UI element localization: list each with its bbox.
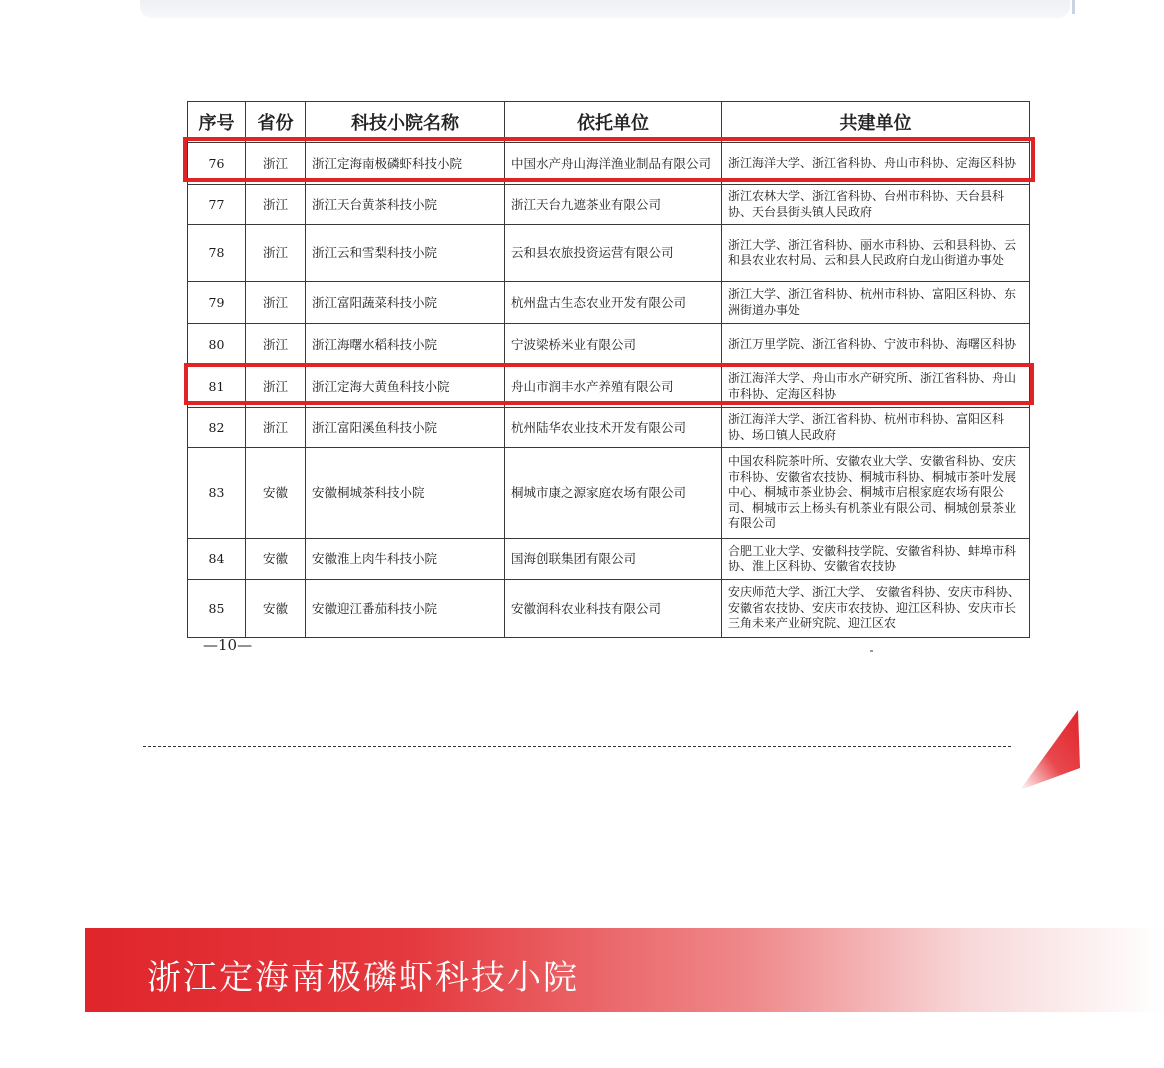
table-row bbox=[188, 185, 1030, 225]
cell-serial-number: 82 bbox=[188, 408, 246, 448]
cell-host-unit: 杭州盘古生态农业开发有限公司 bbox=[505, 282, 722, 324]
cell-courtyard-name: 安徽迎江番茄科技小院 bbox=[306, 580, 505, 638]
cell-courtyard-name: 浙江定海大黄鱼科技小院 bbox=[306, 366, 505, 408]
scan-speck bbox=[870, 650, 873, 652]
cell-serial-number: 81 bbox=[188, 366, 246, 408]
table-row bbox=[188, 448, 1030, 539]
cell-serial-number: 77 bbox=[188, 185, 246, 225]
cell-courtyard-name: 浙江云和雪梨科技小院 bbox=[306, 225, 505, 282]
cell-province: 浙江 bbox=[246, 408, 306, 448]
table-row bbox=[188, 282, 1030, 324]
cell-partner-units: 浙江万里学院、浙江省科协、宁波市科协、海曙区科协 bbox=[722, 324, 1030, 366]
cell-host-unit: 桐城市康之源家庭农场有限公司 bbox=[505, 448, 722, 539]
cell-courtyard-name: 安徽淮上肉牛科技小院 bbox=[306, 539, 505, 580]
cell-host-unit: 安徽润科农业科技有限公司 bbox=[505, 580, 722, 638]
cell-partner-units: 合肥工业大学、安徽科技学院、安徽省科协、蚌埠市科协、淮上区科协、安徽省农技协 bbox=[722, 539, 1030, 580]
cell-serial-number: 79 bbox=[188, 282, 246, 324]
cell-serial-number: 78 bbox=[188, 225, 246, 282]
cell-courtyard-name: 浙江富阳溪鱼科技小院 bbox=[306, 408, 505, 448]
cell-serial-number: 80 bbox=[188, 324, 246, 366]
cell-province: 浙江 bbox=[246, 143, 306, 185]
table-row bbox=[188, 408, 1030, 448]
cell-courtyard-name: 浙江富阳蔬菜科技小院 bbox=[306, 282, 505, 324]
cell-serial-number: 84 bbox=[188, 539, 246, 580]
cell-host-unit: 杭州陆华农业技术开发有限公司 bbox=[505, 408, 722, 448]
header-host-unit: 依托单位 bbox=[505, 102, 722, 143]
cell-serial-number: 85 bbox=[188, 580, 246, 638]
table-row bbox=[188, 225, 1030, 282]
table-row bbox=[188, 324, 1030, 366]
table-row bbox=[188, 539, 1030, 580]
highlight-box-row-76 bbox=[183, 137, 1035, 182]
top-decorative-tick bbox=[1072, 0, 1075, 14]
cell-province: 浙江 bbox=[246, 366, 306, 408]
table-row bbox=[188, 580, 1030, 638]
cell-host-unit: 中国水产舟山海洋渔业制品有限公司 bbox=[505, 143, 722, 185]
cell-province: 安徽 bbox=[246, 580, 306, 638]
cell-partner-units: 安庆师范大学、浙江大学、 安徽省科协、安庆市科协、安徽省农技协、安庆市农技协、迎江区科协、安庆市长三角未来产业研究院、迎江区农 bbox=[722, 580, 1030, 638]
cell-host-unit: 舟山市润丰水产养殖有限公司 bbox=[505, 366, 722, 408]
cell-host-unit: 宁波梁桥米业有限公司 bbox=[505, 324, 722, 366]
header-province: 省份 bbox=[246, 102, 306, 143]
cell-partner-units: 浙江农林大学、浙江省科协、台州市科协、天台县科协、天台县街头镇人民政府 bbox=[722, 185, 1030, 225]
cell-serial-number: 76 bbox=[188, 143, 246, 185]
cell-province: 浙江 bbox=[246, 185, 306, 225]
cell-partner-units: 浙江大学、浙江省科协、杭州市科协、富阳区科协、东洲街道办事处 bbox=[722, 282, 1030, 324]
cell-host-unit: 浙江天台九遮茶业有限公司 bbox=[505, 185, 722, 225]
cell-courtyard-name: 浙江天台黄茶科技小院 bbox=[306, 185, 505, 225]
cell-province: 浙江 bbox=[246, 324, 306, 366]
cell-province: 安徽 bbox=[246, 448, 306, 539]
cell-host-unit: 国海创联集团有限公司 bbox=[505, 539, 722, 580]
cell-province: 安徽 bbox=[246, 539, 306, 580]
cell-courtyard-name: 浙江海曙水稻科技小院 bbox=[306, 324, 505, 366]
cell-province: 浙江 bbox=[246, 225, 306, 282]
banner-title: 浙江定海南极磷虾科技小院 bbox=[147, 958, 579, 998]
cell-partner-units: 浙江海洋大学、舟山市水产研究所、浙江省科协、舟山市科协、定海区科协 bbox=[722, 366, 1030, 408]
cell-partner-units: 浙江海洋大学、浙江省科协、杭州市科协、富阳区科协、场口镇人民政府 bbox=[722, 408, 1030, 448]
cell-host-unit: 云和县农旅投资运营有限公司 bbox=[505, 225, 722, 282]
cell-courtyard-name: 安徽桐城茶科技小院 bbox=[306, 448, 505, 539]
header-serial-number: 序号 bbox=[188, 102, 246, 143]
cell-serial-number: 83 bbox=[188, 448, 246, 539]
cell-partner-units: 中国农科院茶叶所、安徽农业大学、安徽省科协、安庆市科协、安徽省农技协、桐城市科协、桐城市茶叶发展中心、桐城市茶业协会、桐城市启根家庭农场有限公司、桐城市云上杨头有机茶业有限公司、桐城创景茶业有限公司 bbox=[722, 448, 1030, 539]
title-banner bbox=[85, 928, 1164, 1012]
header-courtyard-name: 科技小院名称 bbox=[306, 102, 505, 143]
red-corner-decoration bbox=[1012, 710, 1082, 790]
cell-partner-units: 浙江大学、浙江省科协、丽水市科协、云和县科协、云和县农业农村局、云和县人民政府白龙山街道办事处 bbox=[722, 225, 1030, 282]
cell-province: 浙江 bbox=[246, 282, 306, 324]
cell-partner-units: 浙江海洋大学、浙江省科协、舟山市科协、定海区科协 bbox=[722, 143, 1030, 185]
top-decorative-strip bbox=[140, 0, 1070, 18]
highlight-box-row-81 bbox=[184, 363, 1034, 405]
page-number: —10— bbox=[203, 636, 253, 654]
header-partner-units: 共建单位 bbox=[722, 102, 1030, 143]
dashed-divider bbox=[143, 746, 1011, 747]
cell-courtyard-name: 浙江定海南极磷虾科技小院 bbox=[306, 143, 505, 185]
